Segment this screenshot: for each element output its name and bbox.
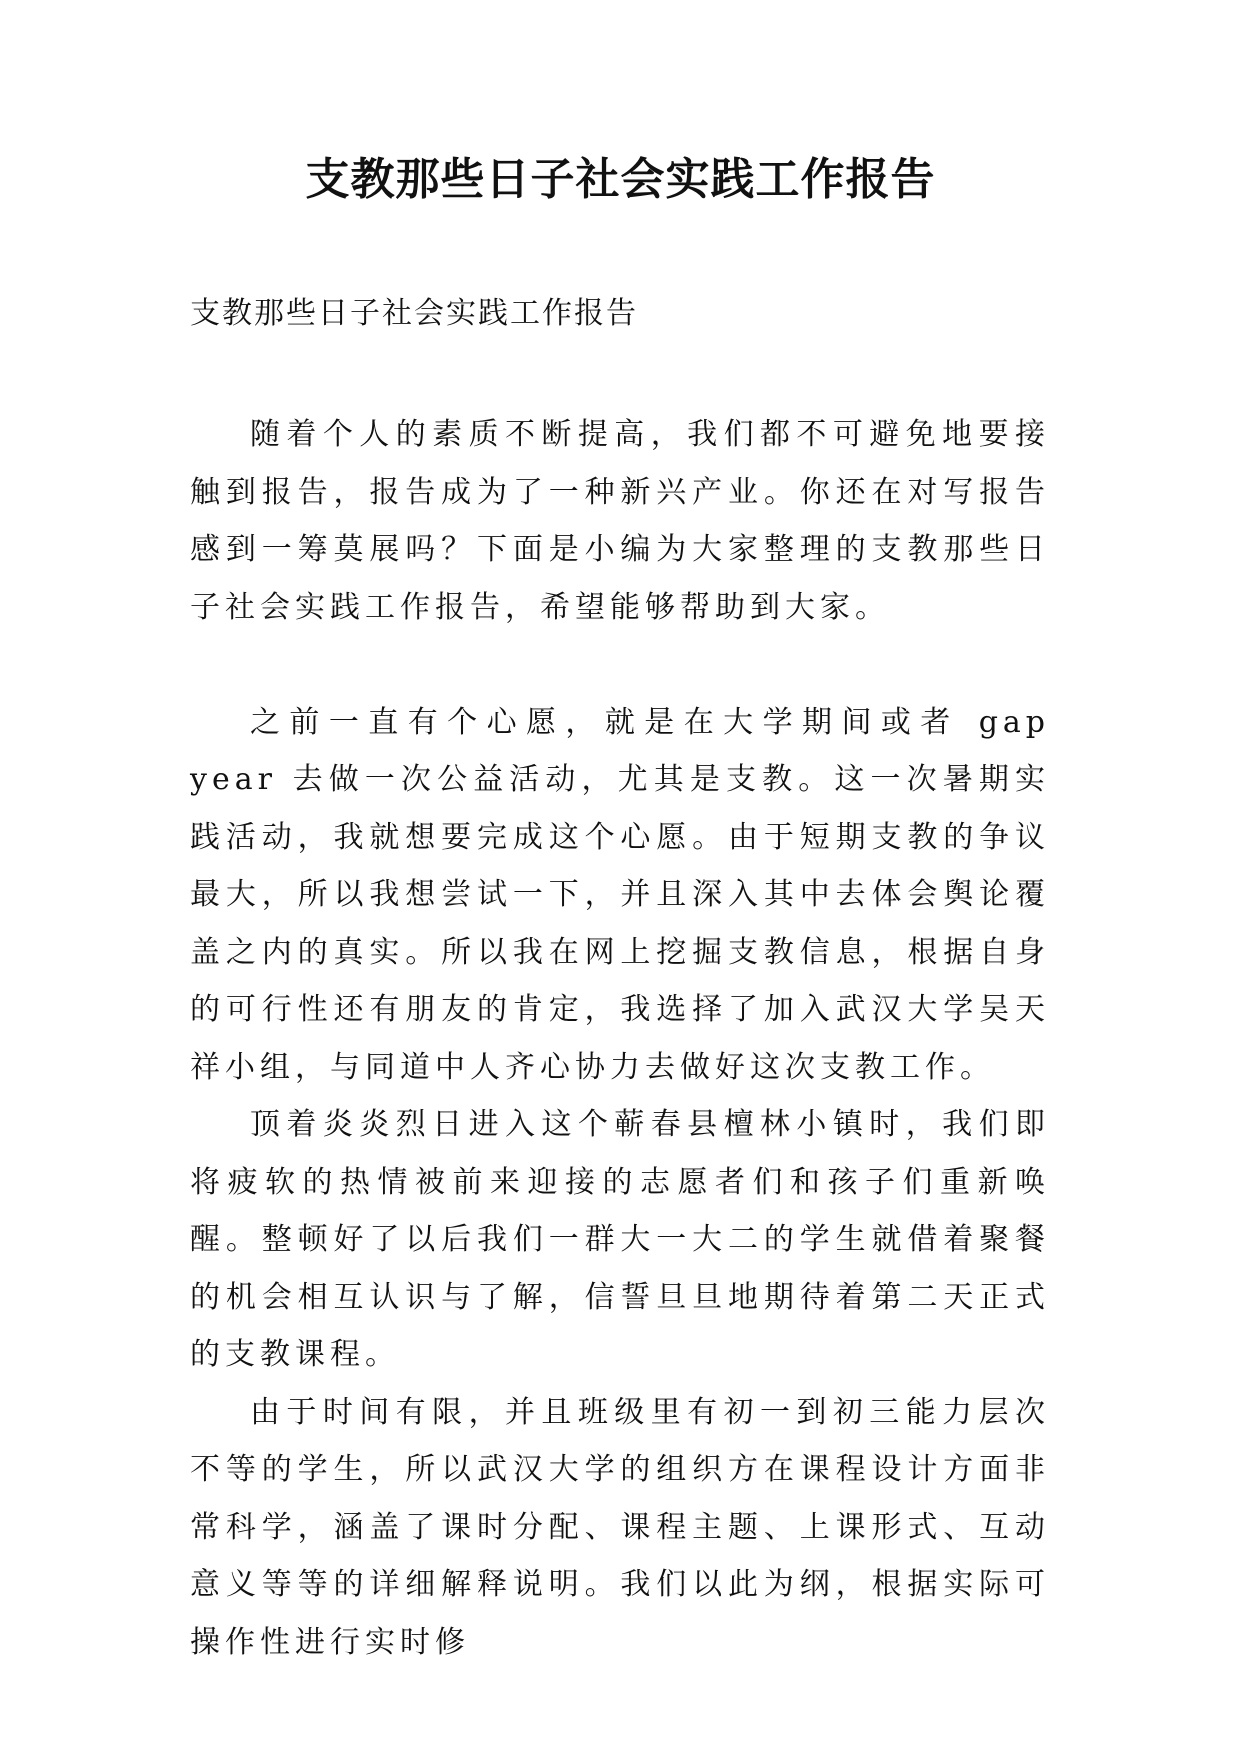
document-title: 支教那些日子社会实践工作报告 bbox=[305, 154, 936, 205]
document-body bbox=[190, 406, 1050, 1671]
paragraph-wish: 之前一直有个心愿，就是在大学期间或者 gap year 去做一次公益活动，尤其是支教。这一次暑期实践活动，我就想要完成这个心愿。由于短期支教的争议最大，所以我想尝试一下，并且深入其中去体会舆论覆盖之内的真实。所以我在网上挖掘支教信息，根据自身的可行性还有朋友的肯定，我选择了加入武汉大学吴天祥小组，与同道中人齐心协力去做好这次支教工作。 bbox=[190, 704, 1050, 1085]
paragraph-intro: 随着个人的素质不断提高，我们都不可避免地要接触到报告，报告成为了一种新兴产业。你还在对写报告感到一筹莫展吗？下面是小编为大家整理的支教那些日子社会实践工作报告，希望能够帮助到大家。 bbox=[190, 417, 1050, 625]
paragraph-course-design: 由于时间有限，并且班级里有初一到初三能力层次不等的学生，所以武汉大学的组织方在课程设计方面非常科学，涵盖了课时分配、课程主题、上课形式、互动意义等等的详细解释说明。我们以此为纲，根据实际可操作性进行实时修 bbox=[190, 1394, 1050, 1660]
paragraph-arrival: 顶着炎炎烈日进入这个蕲春县檀林小镇时，我们即将疲软的热情被前来迎接的志愿者们和孩子们重新唤醒。整顿好了以后我们一群大一大二的学生就借着聚餐的机会相互认识与了解，信誓旦旦地期待着第二天正式的支教课程。 bbox=[190, 1107, 1050, 1372]
document-subtitle: 支教那些日子社会实践工作报告 bbox=[190, 296, 638, 331]
